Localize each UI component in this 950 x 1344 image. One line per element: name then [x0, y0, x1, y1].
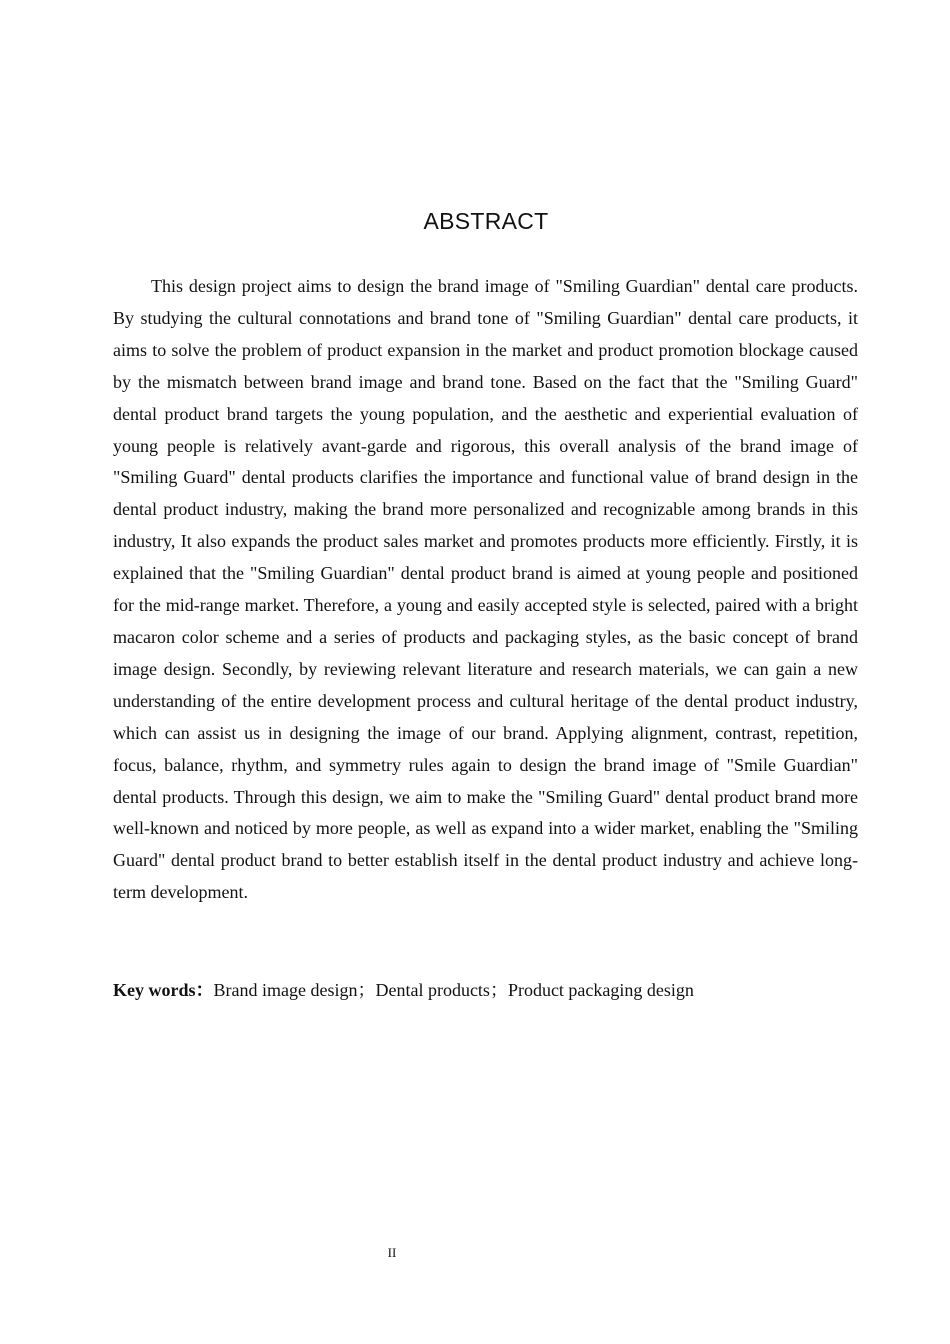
keyword-item: Brand image design: [213, 980, 358, 1000]
page-number: II: [387, 1245, 397, 1260]
keywords-line: [113, 974, 873, 1006]
keyword-item: Product packaging design: [507, 980, 694, 1000]
keyword-item: Dental products: [375, 980, 490, 1000]
keyword-separator: ；: [489, 980, 508, 1000]
page-title: ABSTRACT: [423, 208, 549, 234]
abstract-paragraph: This design project aims to design the brand image of "Smiling Guardian" dental care products. By studying the cultural connotations and brand tone of "Smiling Guardian" dental care products, it aims to solve the problem of product expansion in the market and product promotion blockage caused by the mismatch between brand image and brand tone. Based on the fact that the "Smiling Guard" dental product brand targets the young population, and the aesthetic and experiential evaluation of young people is relatively avant-garde and rigorous, this overall analysis of the brand image of "Smiling Guard" dental products clarifies the importance and functional value of brand design in the dental product industry, making the brand more personalized and recognizable among brands in this industry, It also expands the product sales market and promotes products more efficiently. Firstly, it is explained that the "Smiling Guardian" dental product brand is aimed at young people and positioned for the mid-range market. Therefore, a young and easily accepted style is selected, paired with a bright macaron color scheme and a series of products and packaging styles, as the basic concept of brand image design. Secondly, by reviewing relevant literature and research materials, we can gain a new understanding of the entire development process and cultural heritage of the dental product industry, which can assist us in designing the image of our brand. Applying alignment, contrast, repetition, focus, balance, rhythm, and symmetry rules again to design the brand image of "Smile Guardian" dental products. Through this design, we aim to make the "Smiling Guard" dental product brand more well-known and noticed by more people, as well as expand into a wider market, enabling the "Smiling Guard" dental product brand to better establish itself in the dental product industry and achieve long-term development.: [113, 276, 858, 903]
keyword-separator: ；: [357, 980, 376, 1000]
keywords-label: Key words：: [113, 980, 214, 1000]
